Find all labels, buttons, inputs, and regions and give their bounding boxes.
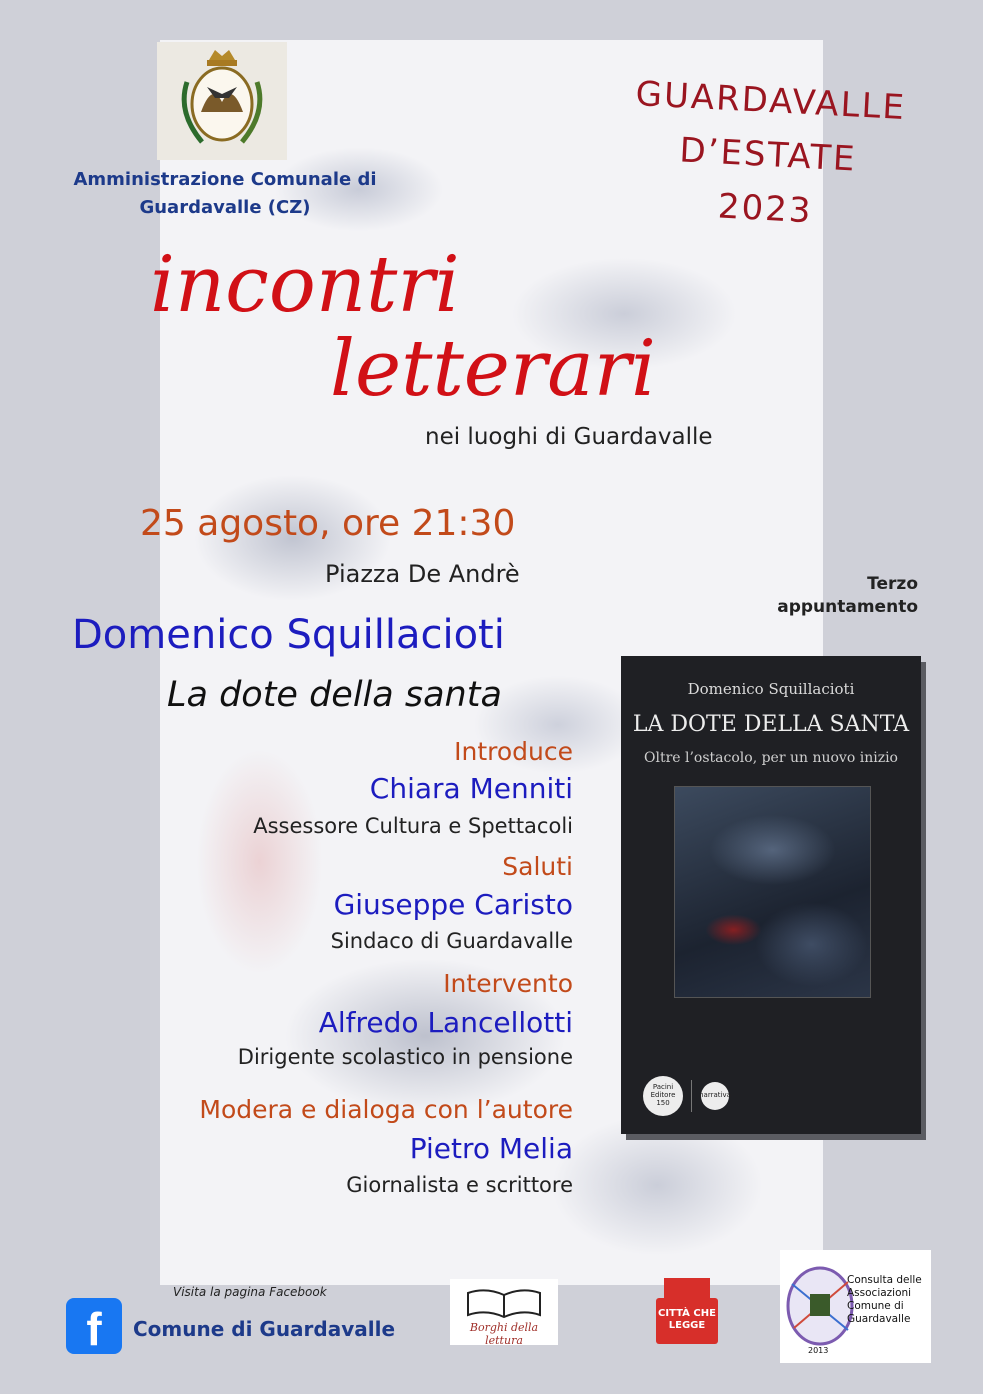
appointment-tag-line-1: Terzo — [867, 574, 918, 594]
consulta-emblem — [784, 1264, 856, 1348]
admin-line-1: Amministrazione Comunale di — [73, 169, 377, 190]
event-line-3: 2023 — [716, 186, 814, 232]
author-name: Domenico Squillacioti — [72, 612, 505, 658]
borghi-della-lettura-logo — [450, 1279, 558, 1345]
facebook-page-link[interactable]: Comune di Guardavalle — [133, 1317, 396, 1341]
title-line-1: incontri — [150, 240, 460, 330]
title-line-2: letterari — [330, 324, 656, 414]
program-person: Alfredo Lancellotti — [318, 1006, 573, 1039]
series-badge: narrativa — [701, 1082, 729, 1110]
program-label: Introduce — [454, 737, 573, 766]
facebook-caption: Visita la pagina Facebook — [173, 1285, 327, 1299]
citta-che-legge-logo — [656, 1278, 718, 1348]
book-cover-image — [621, 656, 921, 1134]
municipal-crest-logo — [157, 42, 287, 160]
book-cover-author: Domenico Squillacioti — [687, 680, 855, 698]
event-line-1: GUARDAVALLE — [634, 74, 907, 129]
event-date: 25 agosto, ore 21:30 — [140, 503, 516, 544]
consulta-label: Consulta delle Associazioni Comune di Guardavalle — [847, 1274, 922, 1325]
program-role: Giornalista e scrittore — [346, 1173, 573, 1197]
event-series-label — [614, 66, 922, 243]
badge-divider — [691, 1080, 692, 1112]
program-role: Sindaco di Guardavalle — [330, 929, 573, 953]
appointment-tag-line-2: appuntamento — [777, 597, 918, 617]
subtitle: nei luoghi di Guardavalle — [425, 424, 713, 450]
publisher-badge: Pacini Editore 150 — [643, 1076, 683, 1116]
borghi-label: Borghi della lettura — [469, 1321, 539, 1347]
administration-label — [60, 166, 390, 222]
event-place: Piazza De Andrè — [325, 560, 520, 588]
program-label: Modera e dialoga con l’autore — [199, 1095, 573, 1124]
book-cover-title: LA DOTE DELLA SANTA — [632, 712, 910, 737]
book-cover-artwork — [674, 786, 871, 998]
book-cover-subtitle: Oltre l’ostacolo, per un nuovo inizio — [644, 750, 898, 766]
program-person: Giuseppe Caristo — [333, 888, 573, 921]
open-book-icon — [464, 1285, 544, 1321]
program-person: Pietro Melia — [409, 1132, 573, 1165]
book-title: La dote della santa — [167, 675, 502, 715]
logo-top-block — [664, 1278, 710, 1298]
program-label: Saluti — [502, 852, 573, 881]
program-label: Intervento — [443, 969, 573, 998]
facebook-icon[interactable]: f — [66, 1298, 122, 1354]
program-person: Chiara Menniti — [369, 772, 573, 805]
event-line-2: D’ESTATE — [678, 130, 858, 180]
appointment-tag — [760, 573, 918, 619]
consulta-associazioni-logo — [780, 1250, 931, 1363]
consulta-year: 2013 — [808, 1346, 829, 1355]
program-role: Assessore Cultura e Spettacoli — [253, 814, 573, 838]
citta-label: CITTÀ CHE LEGGE — [656, 1298, 718, 1344]
program-role: Dirigente scolastico in pensione — [237, 1045, 573, 1069]
admin-line-2: Guardavalle (CZ) — [139, 197, 311, 218]
